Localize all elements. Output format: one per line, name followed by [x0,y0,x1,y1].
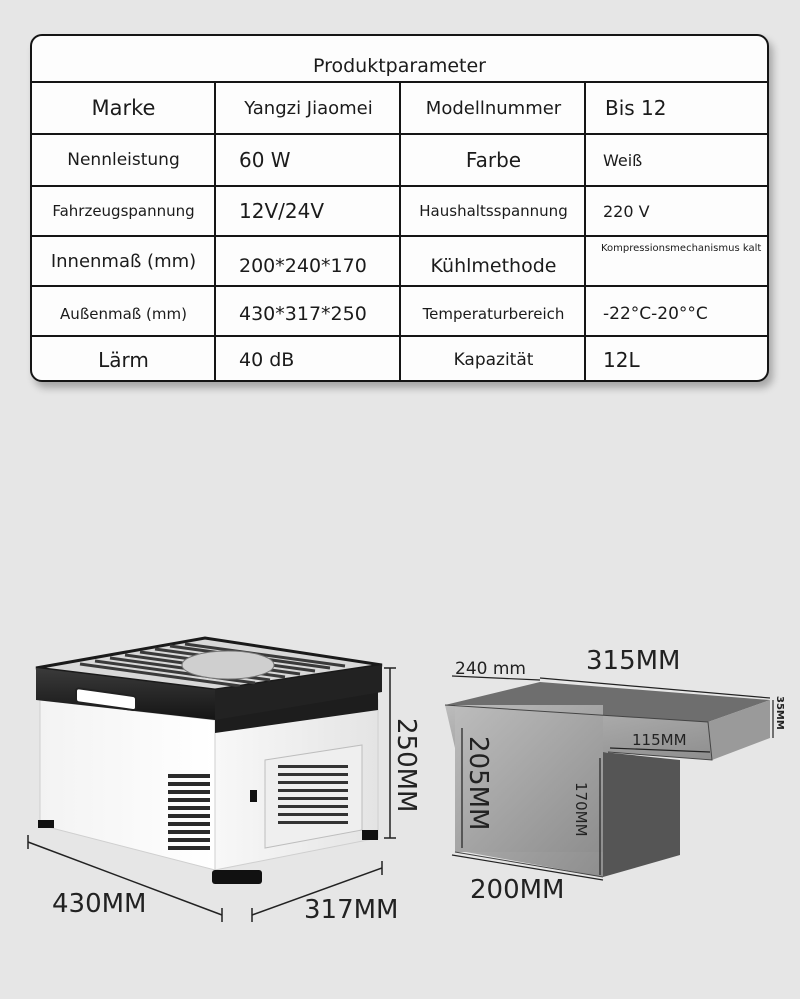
label-temperaturbereich: Temperaturbereich [422,305,565,323]
value-kuehlmethode: Kompressionsmechanismus kalt [601,243,762,254]
value-kapazitaet: 12L [603,347,640,372]
label-nennleistung: Nennleistung [67,150,180,170]
label-kuehlmethode: Kühlmethode [430,255,557,277]
label-laerm: Lärm [98,347,149,372]
table-title: Produktparameter [32,36,767,83]
label-innenmass: Innenmaß (mm) [50,250,197,272]
label-haushaltsspannung: Haushaltsspannung [419,202,568,220]
label-kapazitaet: Kapazität [453,349,534,370]
table-divider [32,235,767,237]
table-divider [32,285,767,287]
fridge-height-label: 250MM [391,718,421,813]
inner-bottom-width-label: 200MM [470,875,565,905]
inner-lid-height-label: 35MM [774,696,785,730]
value-temperaturbereich: -22°C-20°°C [603,304,708,324]
value-farbe: Weiß [603,150,643,170]
label-aussenmass: Außenmaß (mm) [60,305,187,323]
value-fahrzeugspannung: 12V/24V [239,199,324,223]
inner-step-height-label: 170MM [572,782,590,837]
label-farbe: Farbe [465,148,522,172]
inner-height-label: 205MM [463,736,493,831]
table-divider [32,185,767,187]
label-fahrzeugspannung: Fahrzeugspannung [52,202,195,220]
fridge-width-label: 317MM [304,895,399,925]
car-fridge-illustration [28,638,421,925]
label-marke: Marke [91,96,156,120]
value-haushaltsspannung: 220 V [603,201,650,221]
table-divider [32,335,767,337]
value-innenmass: 200*240*170 [239,255,367,277]
value-nennleistung: 60 W [239,148,291,172]
fridge-length-label: 430MM [52,889,147,919]
value-modellnummer: Bis 12 [605,96,667,120]
product-parameter-table [30,34,769,382]
inner-top-width-label: 315MM [586,646,681,676]
label-modellnummer: Modellnummer [425,97,562,119]
interior-dimension-diagram [445,646,785,905]
value-marke: Yangzi Jiaomei [244,97,373,119]
table-divider [32,133,767,135]
dimension-illustration [0,600,800,999]
inner-step-width-label: 115MM [632,731,687,749]
value-aussenmass: 430*317*250 [239,303,367,325]
value-laerm: 40 dB [239,348,295,371]
inner-depth-label: 240 mm [455,659,526,679]
